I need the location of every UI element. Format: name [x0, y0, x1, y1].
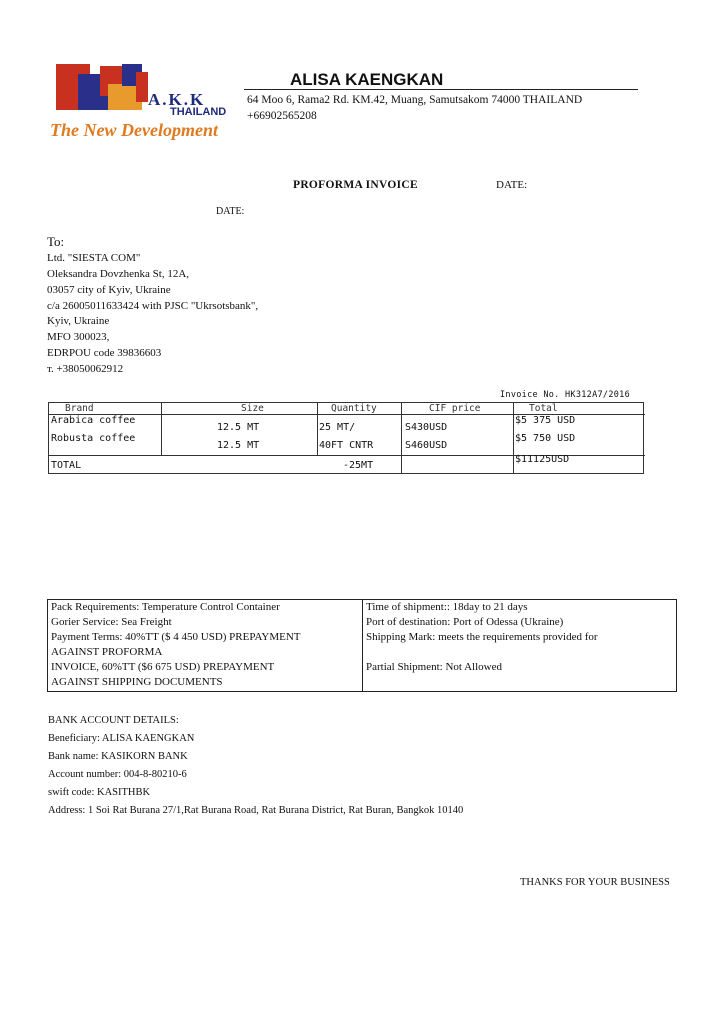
company-name: ALISA KAENGKAN	[290, 70, 444, 89]
table-header-quantity: Quantity	[331, 403, 377, 414]
company-logo	[48, 62, 234, 142]
recipient-line: Ltd. "SIESTA COM"	[47, 252, 141, 264]
recipient-line: c/a 26005011633424 with PJSC "Ukrsotsbank",	[47, 300, 259, 312]
recipient-line: Kyiv, Ukraine	[47, 315, 110, 327]
product-quantity: 25 MT/	[319, 422, 356, 433]
logo-block-red	[136, 72, 148, 102]
recipient-line: 03057 city of Kyiv, Ukraine	[47, 284, 171, 296]
table-header-price: CIF price	[429, 403, 481, 414]
header-divider	[244, 89, 638, 90]
terms-line: Payment Terms: 40%TT ($ 4 450 USD) PREPAYMENT	[51, 631, 301, 643]
bank-swift: swift code: KASITHBK	[48, 787, 151, 798]
company-phone: +66902565208	[247, 110, 317, 122]
terms-line: AGAINST PROFORMA	[51, 646, 163, 658]
table-header-size: Size	[241, 403, 264, 414]
bank-name: Bank name: KASIKORN BANK	[48, 751, 188, 762]
terms-line: INVOICE, 60%TT ($6 675 USD) PREPAYMENT	[51, 661, 275, 673]
thanks-note: THANKS FOR YOUR BUSINESS	[520, 877, 670, 888]
recipient-label: To:	[47, 234, 65, 249]
table-header-total: Total	[529, 403, 558, 414]
recipient-line: Oleksandra Dovzhenka St, 12A,	[47, 268, 190, 280]
total-label: TOTAL	[51, 460, 82, 471]
bank-heading: BANK ACCOUNT DETAILS:	[48, 715, 179, 726]
terms-line: Time of shipment:: 18day to 21 days	[366, 601, 528, 613]
product-quantity: 40FT CNTR	[319, 440, 374, 451]
invoice-number: Invoice No. HK312A7/2016	[500, 390, 631, 400]
logo-sub: THAILAND	[170, 106, 227, 118]
product-size: 12.5 MT	[217, 422, 260, 433]
total-quantity: -25MT	[343, 460, 374, 471]
document-title: PROFORMA INVOICE	[293, 179, 418, 191]
company-address: 64 Moo 6, Rama2 Rd. KM.42, Muang, Samutsakom 74000 THAILAND	[247, 94, 583, 106]
bank-beneficiary: Beneficiary: ALISA KAENGKAN	[48, 733, 195, 744]
product-price: S430USD	[405, 422, 448, 433]
date-label: DATE:	[216, 206, 245, 217]
product-size: 12.5 MT	[217, 440, 260, 451]
table-header-brand: Brand	[65, 403, 94, 414]
product-brand: Robusta coffee	[51, 433, 136, 444]
logo-name: A.K.K	[148, 90, 206, 109]
recipient-line: т. +38050062912	[47, 363, 124, 375]
date-label: DATE:	[496, 179, 528, 191]
bank-address: Address: 1 Soi Rat Burana 27/1,Rat Burana Road, Rat Burana District, Rat Buran, Bangkok 10140	[48, 805, 464, 816]
table-divider	[317, 403, 318, 455]
terms-line: Shipping Mark: meets the requirements provided for	[366, 631, 598, 643]
terms-line: Partial Shipment: Not Allowed	[366, 661, 502, 673]
terms-line: Pack Requirements: Temperature Control Container	[51, 601, 280, 613]
terms-line: Port of destination: Port of Odessa (Ukraine)	[366, 616, 564, 628]
product-brand: Arabica coffee	[51, 415, 136, 426]
bank-account: Account number: 004-8-80210-6	[48, 769, 187, 780]
terms-table	[47, 599, 677, 692]
total-amount: $11125USD	[515, 454, 570, 465]
product-total: $5 375 USD	[515, 415, 576, 426]
product-total: $5 750 USD	[515, 433, 576, 444]
product-price: S460USD	[405, 440, 448, 451]
recipient-line: EDRPOU code 39836603	[47, 347, 162, 359]
logo-slogan: The New Development	[50, 120, 218, 140]
recipient-line: MFO 300023,	[47, 331, 110, 343]
table-divider	[362, 600, 363, 691]
terms-line: AGAINST SHIPPING DOCUMENTS	[51, 676, 223, 688]
products-table	[48, 402, 644, 474]
terms-line: Gorier Service: Sea Freight	[51, 616, 172, 628]
table-divider	[161, 403, 162, 455]
